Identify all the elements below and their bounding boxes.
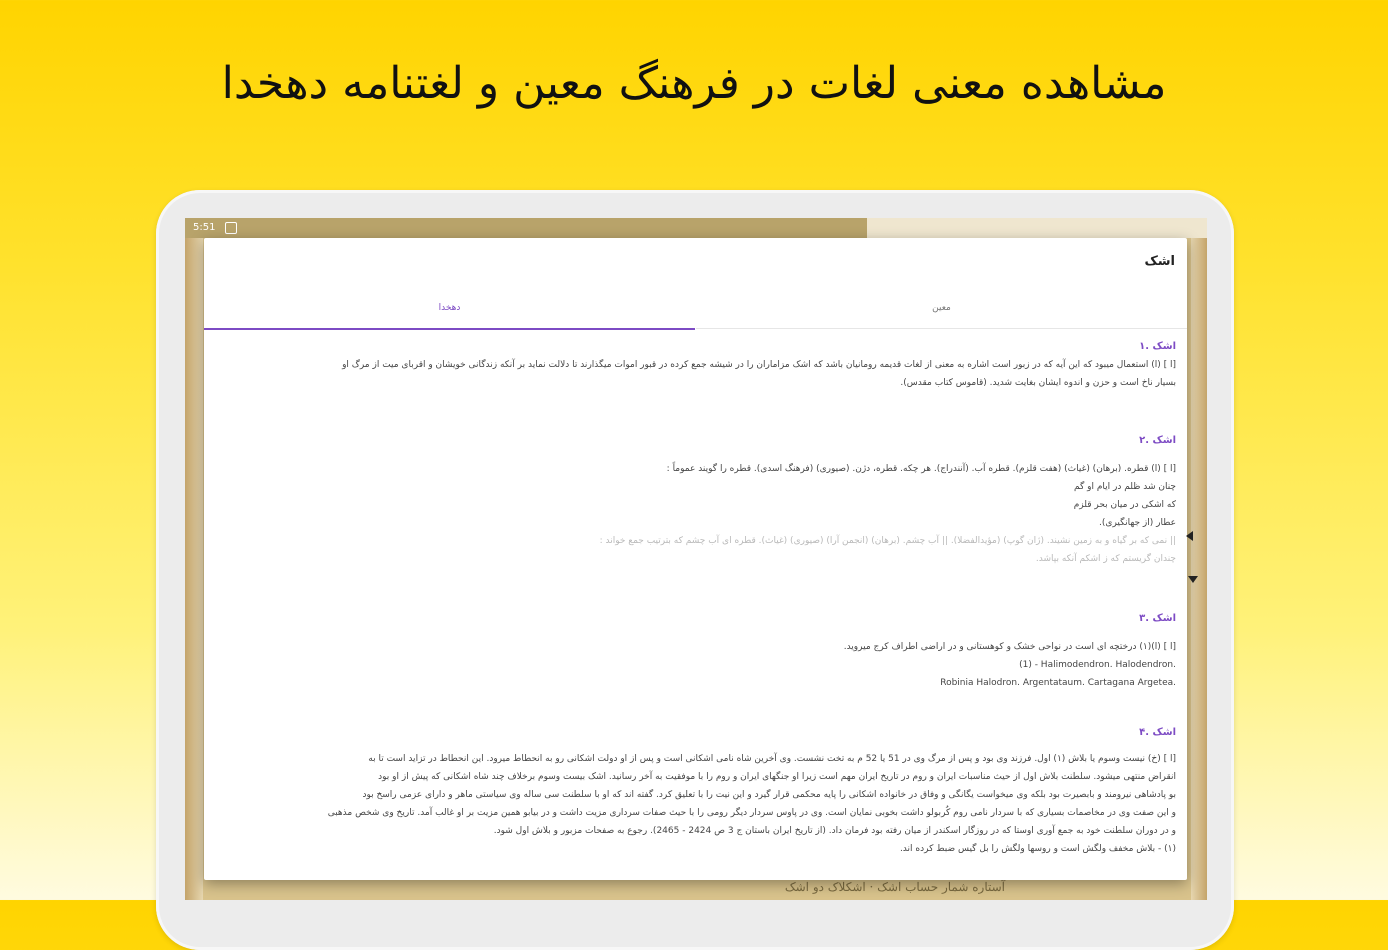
notification-icon (225, 222, 237, 234)
tab-dehkhoda[interactable]: دهخدا (204, 300, 695, 330)
entry-heading: اشک .۲ (1139, 435, 1176, 446)
entry-1 (214, 338, 1176, 392)
entry-heading: اشک .۱ (1139, 341, 1176, 352)
entry-2 (214, 432, 1176, 568)
entry-text-line: چنان شد ظلم در ایام او گم (1074, 482, 1176, 492)
chevron-down-icon[interactable] (1188, 576, 1198, 588)
entry-text-line: [ا ] (خ) نیست وسوم یا بلاش (۱) اول. فرزند وی بود و پس از مرگ وی در 51 یا 52 م به تخت نشست. وی آخرین شاه نامی اشکانی است و پس از او دولت اشکانی رو به انحطاط میرود. این انحطاط در تزاید است تا به (368, 754, 1176, 764)
page-turn-left-icon[interactable] (1186, 531, 1193, 541)
book-page-edge-left (185, 238, 203, 900)
tab-moin[interactable]: معین (696, 300, 1187, 329)
entry-text-line: بو پادشاهی نیرومند و بابصیرت بود بلکه وی میخواست یگانگی و وفاق در خانواده اشکانی را پایه محکمی قرار گیرد و این نیت را با تعلیق کرد. گفته اند که او با سلطنت سی ساله وی سیاستی ماهر و دارای عزمی راسخ بود (362, 790, 1176, 800)
entry-heading: اشک .۳ (1139, 613, 1176, 624)
promo-headline: مشاهده معنی لغات در فرهنگ معین و لغتنامه دهخدا (221, 58, 1167, 109)
entry-heading: اشک .۴ (1139, 727, 1176, 738)
entry-text-line: (1) - Halimodendron. Halodendron. (1019, 660, 1176, 670)
entry-text-line: [ا ] (ا) قطره. (برهان) (غیاث) (هفت قلزم). قطره آب. (آنندراج). هر چکه. قطره، دژن. (صیوری) (فرهنگ اسدی). قطره را گویند عموماً : (666, 464, 1176, 474)
status-bar (185, 218, 1207, 238)
dictionary-tabs (204, 300, 1187, 328)
entry-3 (214, 610, 1176, 692)
entry-text-line: Robinia Halodron. Argentataum. Cartagana Argetea. (940, 678, 1176, 688)
entry-text-line: [ا ] (ا)(۱) درختچه ای است در نواحی خشک و کوهستانی و در اراضی اطراف کرج میروید. (843, 642, 1176, 652)
background-page-text: آستاره شمار حساب اشک · اشکلاک دو اشک (784, 880, 1005, 894)
dialog-title: اشک (1144, 254, 1175, 269)
definition-dialog (204, 238, 1187, 880)
entry-text-line: || نمی که بر گیاه و به زمین نشیند. (ژان گوپ) (مؤیدالفضلا). || آب چشم. (برهان) (انجمن آرا) (صیوری) (غیاث). قطره ای آب چشم که بترتیب جمع خواند : (599, 536, 1176, 546)
entry-text-line: [ا ] (ا) استعمال میبود که این آیه که در زبور است اشاره به معنی از لغات قدیمه رومانیان باشد که اشک مزاماران را در شیشه جمع کرده در قبور اموات میگذارند تا دلالت نماید بر آنکه زندگانی خویشان و اقربای میت از مرگ او (342, 360, 1176, 370)
entry-text-line: که اشکی در میان بحر قلزم (1073, 500, 1176, 510)
status-time: 5:51 (193, 222, 216, 233)
book-page-edge-right (1191, 238, 1207, 900)
status-bar-strip (867, 218, 1207, 238)
entry-text-line: عطار (از جهانگیری). (1099, 518, 1176, 528)
entry-text-line: و در دوران سلطنت خود به جمع آوری اوستا که در روزگار اسکندر از میان رفته بود فرمان داد. (از تاریخ ایران باستان ج 3 ص 2424 - 2465). رجوع به صفحات مزبور و بلاش اول شود. (493, 826, 1176, 836)
entry-text-line: بسیار ناخ است و حزن و اندوه ایشان بغایت شدید. (قاموس کتاب مقدس). (900, 378, 1176, 388)
entry-text-line: (۱) - بلاش مخفف ولگش است و روسها ولگش را بل گیس ضبط کرده اند. (899, 844, 1176, 854)
entry-4 (214, 724, 1176, 858)
entry-text-line: چندان گریستم که ز اشکم آنکه بپاشد. (1035, 554, 1176, 564)
entry-text-line: انقراض منتهی میشود. سلطنت بلاش اول از حیث مناسبات ایران و روم در تاریخ ایران مهم است زیرا او جنگهای ایران و روم را با موفقیت به آخر رسانید. اشک بیست وسوم برخلاف چند شاه اشکانی که پیش از او بود (378, 772, 1176, 782)
entry-text-line: و این صفت وی در مخاصمات بسیاری که با سردار نامی روم کُربولو داشت بخوبی نمایان است. وی در پاوس سردار دیگر رومی را با حیث صفات سرداری مزیت داشت و در بیابو همین مزیت بر او غالب آمد. تاریخ وی شخص مذهبی (327, 808, 1176, 818)
